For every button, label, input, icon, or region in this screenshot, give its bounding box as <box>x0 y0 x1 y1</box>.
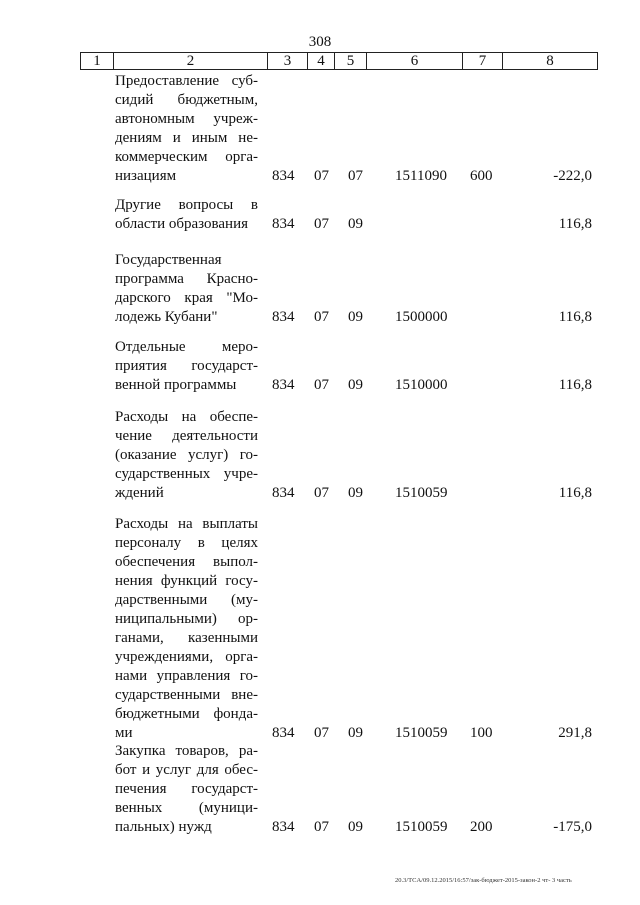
table-row <box>0 408 640 503</box>
description-line: ниципальными) ор- <box>115 611 258 627</box>
subsection-code: 07 <box>348 168 363 184</box>
subsection-code: 09 <box>348 377 363 393</box>
description-line: сидий бюджетным, <box>115 92 258 108</box>
table-row <box>0 72 640 186</box>
section-code: 07 <box>314 377 329 393</box>
description-line: Предоставление суб- <box>115 73 258 89</box>
section-code: 07 <box>314 485 329 501</box>
description-line: программа Красно- <box>115 271 258 287</box>
ministry-code: 834 <box>272 309 295 325</box>
description-line: печения государст- <box>115 781 258 797</box>
header-col-3: 3 <box>268 53 308 70</box>
description-line: дениям и иным не- <box>115 130 258 146</box>
description-line: нения функций госу- <box>115 573 258 589</box>
subsection-code: 09 <box>348 725 363 741</box>
description-line: Закупка товаров, ра- <box>115 743 258 759</box>
section-code: 07 <box>314 168 329 184</box>
target-article-code: 1510000 <box>395 377 448 393</box>
header-col-2: 2 <box>114 53 268 70</box>
header-col-6: 6 <box>367 53 463 70</box>
description-line: лодежь Кубани" <box>115 309 218 325</box>
amount: 116,8 <box>558 377 592 393</box>
target-article-code: 1511090 <box>395 168 447 184</box>
description-line: венной программы <box>115 377 237 393</box>
table-row <box>0 742 640 837</box>
description-line: бюджетными фонда- <box>115 706 258 722</box>
description-line: учреждениями, орга- <box>115 649 258 665</box>
description-line: Расходы на обеспе- <box>115 409 258 425</box>
description-line: Расходы на выплаты <box>115 516 258 532</box>
row-description <box>115 72 258 186</box>
amount: -175,0 <box>553 819 592 835</box>
table-row <box>0 515 640 743</box>
description-line: приятия государст- <box>115 358 258 374</box>
target-article-code: 1510059 <box>395 819 448 835</box>
row-description <box>115 515 258 743</box>
description-line: сударственными вне- <box>115 687 258 703</box>
description-line: дарского края "Мо- <box>115 290 258 306</box>
target-article-code: 1510059 <box>395 725 448 741</box>
description-line: персоналу в целях <box>115 535 258 551</box>
description-line: дарственными (му- <box>115 592 258 608</box>
section-code: 07 <box>314 819 329 835</box>
subsection-code: 09 <box>348 216 363 232</box>
amount: -222,0 <box>553 168 592 184</box>
row-description <box>115 338 258 395</box>
description-line: бот и услуг для обес- <box>115 762 258 778</box>
row-description <box>115 196 258 234</box>
header-col-4: 4 <box>308 53 335 70</box>
subsection-code: 09 <box>348 819 363 835</box>
description-line: чение деятельности <box>115 428 258 444</box>
row-description <box>115 742 258 837</box>
description-line: нами управления го- <box>115 668 258 684</box>
expense-type-code: 100 <box>470 725 493 741</box>
amount: 116,8 <box>558 485 592 501</box>
target-article-code: 1500000 <box>395 309 448 325</box>
section-code: 07 <box>314 216 329 232</box>
ministry-code: 834 <box>272 819 295 835</box>
amount: 116,8 <box>558 309 592 325</box>
section-code: 07 <box>314 309 329 325</box>
table-row <box>0 338 640 395</box>
description-line: обеспечения выпол- <box>115 554 258 570</box>
subsection-code: 09 <box>348 485 363 501</box>
amount: 116,8 <box>558 216 592 232</box>
expense-type-code: 200 <box>470 819 493 835</box>
header-col-5: 5 <box>335 53 367 70</box>
section-code: 07 <box>314 725 329 741</box>
subsection-code: 09 <box>348 309 363 325</box>
description-line: (оказание услуг) го- <box>115 447 258 463</box>
description-line: ждений <box>115 485 164 501</box>
ministry-code: 834 <box>272 485 295 501</box>
amount: 291,8 <box>558 725 592 741</box>
row-description <box>115 251 258 327</box>
table-row <box>0 196 640 234</box>
description-line: пальных) нужд <box>115 819 212 835</box>
description-line: низациям <box>115 168 177 184</box>
ministry-code: 834 <box>272 168 295 184</box>
description-line: ганами, казенными <box>115 630 258 646</box>
target-article-code: 1510059 <box>395 485 448 501</box>
description-line: Отдельные меро- <box>115 339 258 355</box>
row-description <box>115 408 258 503</box>
description-line: Государственная <box>115 252 222 268</box>
description-line: сударственных учре- <box>115 466 258 482</box>
description-line: Другие вопросы в <box>115 197 258 213</box>
document-footer: 20.3/TCA/09.12.2015/16:57/зак-бюджет-2015-закон-2 чт- 3 часть <box>395 877 572 884</box>
column-number-header <box>80 52 598 70</box>
page-number: 308 <box>308 34 332 50</box>
description-line: венных (муници- <box>115 800 258 816</box>
header-col-1: 1 <box>81 53 114 70</box>
table-row <box>0 251 640 327</box>
header-col-7: 7 <box>463 53 503 70</box>
header-col-8: 8 <box>503 53 598 70</box>
description-line: области образования <box>115 216 249 232</box>
expense-type-code: 600 <box>470 168 493 184</box>
ministry-code: 834 <box>272 216 295 232</box>
description-line: ми <box>115 725 133 741</box>
description-line: коммерческим орга- <box>115 149 258 165</box>
ministry-code: 834 <box>272 377 295 393</box>
ministry-code: 834 <box>272 725 295 741</box>
description-line: автономным учреж- <box>115 111 258 127</box>
